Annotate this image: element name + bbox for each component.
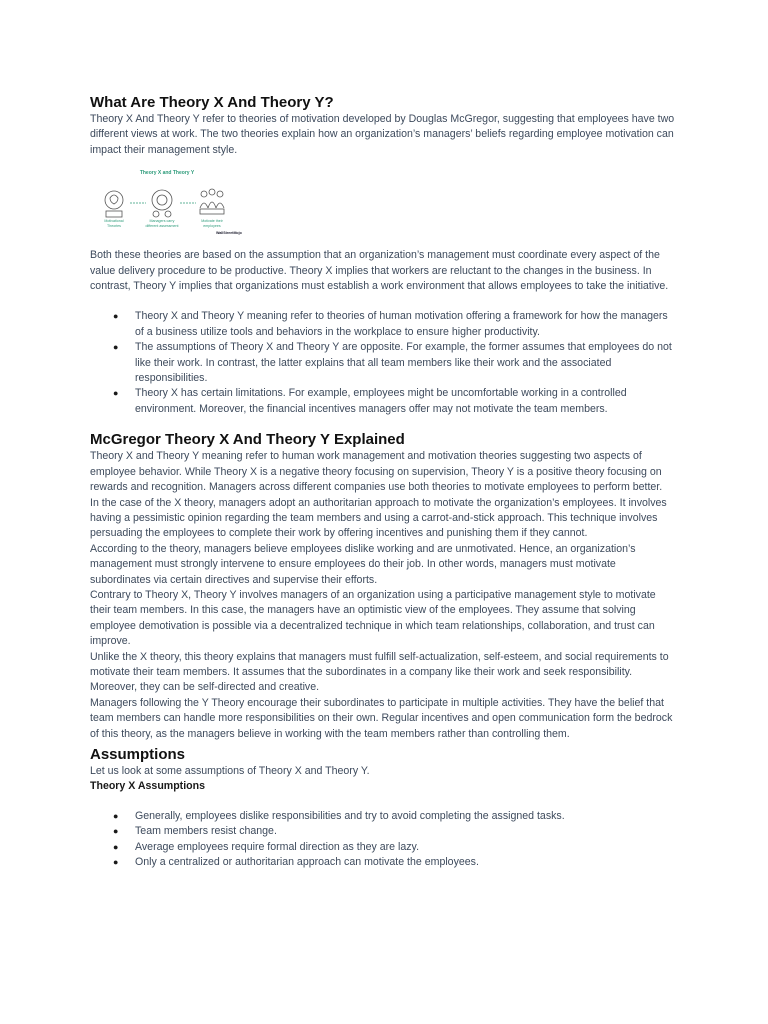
list-item: ● Generally, employees dislike responsibilities and try to avoid completing the assigned tasks. (90, 809, 678, 824)
explained-paragraph: According to the theory, managers believe employees dislike working and are unmotivated. Hence, an organization’s management must strongly intervene to ensure employees do their job. In other words, managers must motivate subordinates via certain directives and supervise their efforts. (90, 542, 636, 586)
bullet-icon: ● (113, 841, 119, 852)
bullet-icon: ● (113, 311, 119, 322)
section-title-mcgregor: McGregor Theory X And Theory Y Explained (90, 431, 405, 449)
bullet-icon: ● (113, 810, 119, 821)
explained-paragraph: Contrary to Theory X, Theory Y involves managers of an organization using a participative management style to motivate their team members. In this case, the managers have an optimistic view of the employees. They assume that solving employee demotivation is possible via a decentralized technique in which team relationships, collaboration, and trust can improve. (90, 588, 656, 648)
infographic-title: Theory X and Theory Y (139, 170, 195, 177)
theory-x-y-infographic (96, 168, 242, 240)
theory-x-assumptions-list (90, 809, 678, 871)
list-item: ● Theory X and Theory Y meaning refer to theories of human motivation offering a framework for how the managers of a business utilize tools and behaviors in the workplace to ensure higher productivity. (113, 310, 668, 338)
explained-paragraph: In the case of the X theory, managers adopt an authoritarian approach to motivate the organization’s employees. It involves having a pessimistic opinion regarding the team members and using a carrot-and-stick approach. This technique involves persuading the employees to complete their work by offering incentives and punishing them if they cannot. (90, 496, 667, 540)
gear-person-icon (152, 190, 172, 217)
bullet-icon: ● (113, 826, 119, 837)
explained-paragraph: Unlike the X theory, this theory explains that managers must fulfill self-actualization, self-esteem, and social requirements to motivate their team members. It assumes that the subordinates in a company like their work and seek responsibility. Moreover, they can be self-directed and creative. (90, 650, 669, 694)
bullet-icon: ● (113, 857, 119, 868)
list-item: ● Only a centralized or authoritarian approach can motivate the employees. (90, 855, 678, 870)
lightbulb-head-icon (105, 191, 123, 217)
list-item: ● Average employees require formal direction as they are lazy. (90, 840, 678, 855)
list-item: ● Theory X has certain limitations. For example, employees might be uncomfortable working in a controlled environment. Moreover, the financial incentives managers offer may not motivate the team members. (113, 387, 627, 415)
infographic-caption-3: Motivate their employees (201, 219, 223, 228)
list-item: ● Team members resist change. (90, 824, 678, 839)
infographic-caption-1: Motivational Theories (104, 219, 124, 228)
infographic-icons (96, 168, 238, 240)
assumption-paragraph: Both these theories are based on the assumption that an organization’s management must coordinate every aspect of the value delivery procedure to be productive. Theory X implies that workers are reluctant to the changes in the business. In contrast, Theory Y implies that organizations must establish a work environment that allows employees to take the initiative. (90, 249, 669, 293)
list-item: ● The assumptions of Theory X and Theory Y are opposite. For example, the former assumes that employees do not like their work. In contrast, the latter explains that all team members like their work and the associated responsibilities. (113, 341, 672, 385)
explained-paragraph: Theory X and Theory Y meaning refer to human work management and motivation theories suggesting two aspects of employee behavior. While Theory X is a negative theory focusing on supervision, Theory Y is a positive theory focusing on rewards and recognition. Managers across different companies use both theories to motivate employees to perform better. (90, 450, 663, 494)
bullet-icon: ● (113, 388, 119, 399)
infographic-caption-2: Managers carry different assessment (145, 219, 179, 228)
explained-paragraph: Managers following the Y Theory encourage their subordinates to participate in multiple activities. They have the belief that team members can handle more responsibilities on their own. Regular incentives and open communication form the bedrock of this theory, as the managers believe in working with the team members rather than controlling them. (90, 696, 673, 740)
infographic-brand-logo: WallStreetMojo (216, 231, 242, 236)
intro-paragraph: Theory X And Theory Y refer to theories of motivation developed by Douglas McGregor, suggesting that employees have two different views at work. The two theories explain how an organization’s managers’ beliefs regarding employee motivation can impact their management style. (90, 113, 675, 156)
section-title-theory-x-y: What Are Theory X And Theory Y? (90, 94, 334, 111)
section-title-assumptions: Assumptions (90, 746, 186, 763)
key-takeaways-list (90, 309, 678, 417)
bullet-icon: ● (113, 342, 119, 353)
assumptions-intro: Let us look at some assumptions of Theory X and Theory Y. (90, 765, 370, 777)
theory-x-assumptions-heading: Theory X Assumptions (90, 780, 205, 793)
team-group-icon (200, 189, 224, 214)
